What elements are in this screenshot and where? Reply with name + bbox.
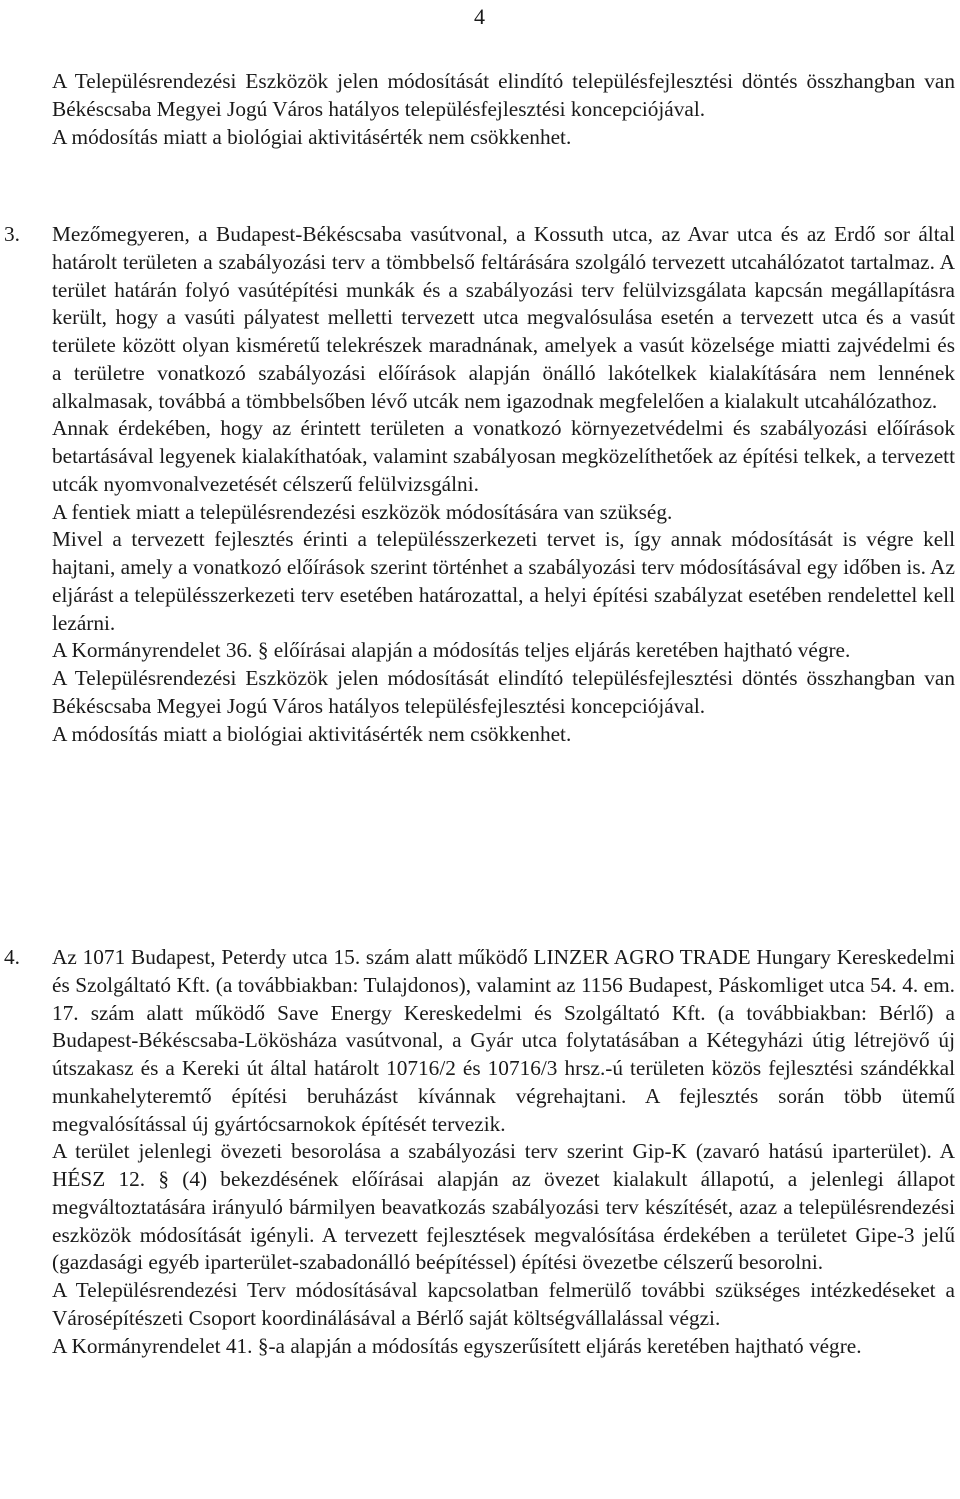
- item-paragraph: A Kormányrendelet 36. § előírásai alapján a módosítás teljes eljárás keretében hajtható végre.: [52, 638, 851, 663]
- item-paragraph: Mezőmegyeren, a Budapest-Békéscsaba vasútvonal, a Kossuth utca, az Avar utca és az Erdő sor által határolt területen a szabályozási terv a tömbbelső feltárására szolgáló tervezett utcahálózatot tartalmaz. A terület határán folyó vasútépítési munkák és a szabályozási terv felülvizsgálata kapcsán megállapításra került, hogy a vasúti pályatest melletti tervezett utca megvalósulása esetén a tervezett utca és a vasút területe között olyan kisméretű telekrészek maradnának, amelyek a vasút közelsége miatti zajvédelmi és a területre vonatkozó szabályozási előírások alapján önálló lakótelkek kialakítására nem lennének alkalmasak, továbbá a tömbbelsőben lévő utcák nem igazodnak megfelelően a kialakult utcahálózathoz.: [52, 222, 955, 413]
- intro-paragraph: A módosítás miatt a biológiai aktivitásérték nem csökkenhet.: [52, 124, 572, 149]
- item-paragraph: Mivel a tervezett fejlesztés érinti a településszerkezeti tervet is, így annak módosítását is végre kell hajtani, amely a vonatkozó előírások szerint történhet a szabályozási terv módosításával egy időben is. Az eljárást a településszerkezeti terv esetében határozattal, a helyi építési szabályzat esetében rendelettel kell lezárni.: [52, 527, 955, 635]
- item-3-section: [52, 221, 955, 748]
- item-paragraph: A terület jelenlegi övezeti besorolása a szabályozási terv szerint Gip-K (zavaró hatású iparterület). A HÉSZ 12. § (4) bekezdésének előírásai alapján az övezet kialakult állapotú, a jelenlegi állapot megváltoztatására irányuló bármilyen beavatkozás szabályozási terv készítését, azaz a településrendezési eszközök módosítását igényli. A tervezett fejlesztések megvalósítása érdekében a területet Gipe-3 jelű (gazdasági egyéb iparterület-szabadonálló beépítéssel) építési övezetbe célszerű besorolni.: [52, 1139, 955, 1275]
- intro-section: [52, 68, 955, 151]
- item-paragraph: A Településrendezési Eszközök jelen módosítását elindító településfejlesztési döntés összhangban van Békéscsaba Megyei Jogú Város hatályos településfejlesztési koncepciójával.: [52, 666, 955, 718]
- item-paragraph: A módosítás miatt a biológiai aktivitásérték nem csökkenhet.: [52, 721, 572, 746]
- item-4-section: [52, 944, 955, 1360]
- item-paragraph: Annak érdekében, hogy az érintett területen a vonatkozó környezetvédelmi és szabályozási előírások betartásával legyenek kialakíthatóak, valamint szabályosan megközelíthetőek az építési telkek, a tervezett utcák nyomvonalvezetését célszerű felülvizsgálni.: [52, 416, 955, 496]
- item-paragraph: A Kormányrendelet 41. §-a alapján a módosítás egyszerűsített eljárás keretében hajtható végre.: [52, 1333, 862, 1358]
- item-number: 3.: [4, 222, 20, 246]
- intro-paragraph: A Településrendezési Eszközök jelen módosítását elindító településfejlesztési döntés összhangban van Békéscsaba Megyei Jogú Város hatályos településfejlesztési koncepciójával.: [52, 69, 955, 121]
- page-number: 4: [474, 4, 485, 29]
- item-number: 4.: [4, 945, 20, 969]
- item-paragraph: Az 1071 Budapest, Peterdy utca 15. szám alatt működő LINZER AGRO TRADE Hungary Kereskedelmi és Szolgáltató Kft. (a továbbiakban: Tulajdonos), valamint az 1156 Budapest, Páskomliget utca 54. 4. em. 17. szám alatt működő Save Energy Kereskedelmi és Szolgáltató Kft. (a továbbiakban: Bérlő) a Budapest-Békéscsaba-Lökösháza vasútvonal, a Gyár utca folytatásában a Kétegyházi útig létrejövő új útszakasz és a Kereki út által határolt 10716/2 és 10716/3 hrsz.-ú területen közös fejlesztési szándékkal munkahelyteremtő építési beruházást kívánnak végrehajtani. A fejlesztés során több ütemű megvalósítással új gyártócsarnokok építését tervezik.: [52, 945, 955, 1136]
- item-paragraph: A fentiek miatt a településrendezési eszközök módosítására van szükség.: [52, 499, 673, 524]
- item-paragraph: A Településrendezési Terv módosításával kapcsolatban felmerülő további szükséges intézkedéseket a Városépítészeti Csoport koordinálásával a Bérlő saját költségvállalással végzi.: [52, 1278, 955, 1330]
